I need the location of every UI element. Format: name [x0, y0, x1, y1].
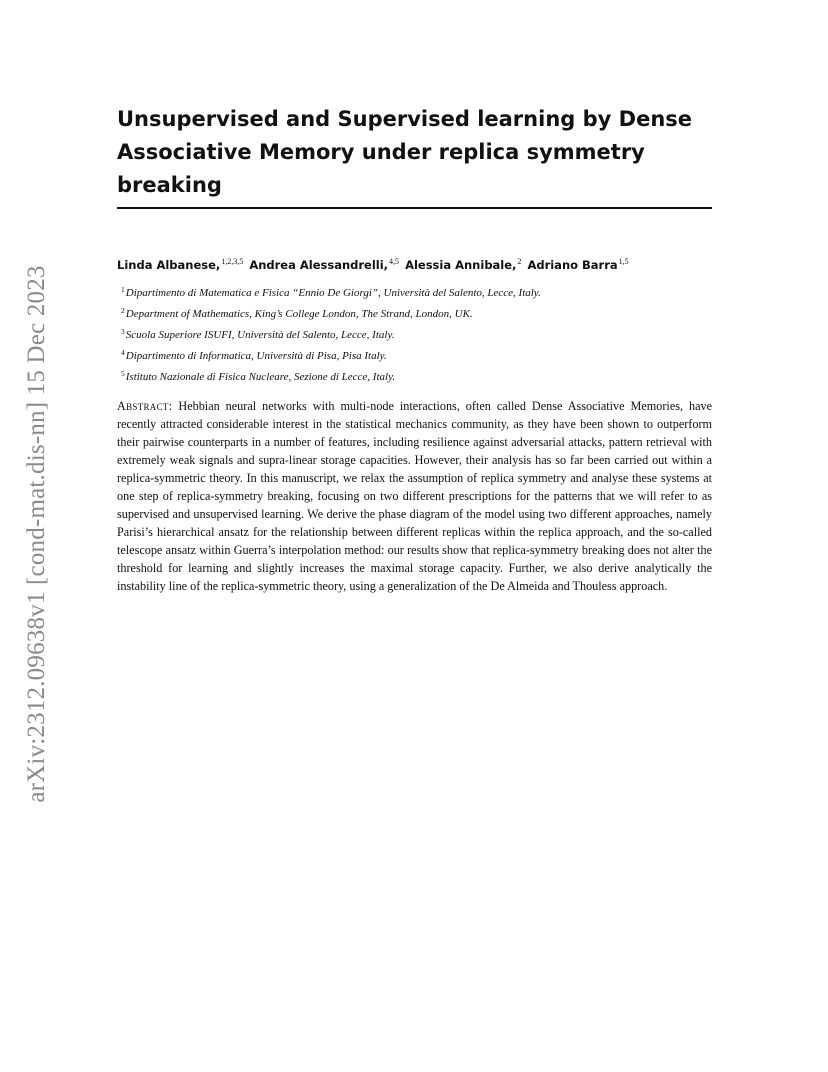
affiliation-number: 2	[121, 306, 125, 315]
paper-title-line-1: Unsupervised and Supervised learning by Dense	[117, 107, 693, 131]
affiliation-item	[121, 344, 541, 365]
affiliation-number: 3	[121, 327, 125, 336]
author-name: Linda Albanese,	[117, 258, 221, 272]
paper-title	[117, 103, 717, 202]
author-list	[117, 257, 629, 272]
affiliation-text: Department of Mathematics, King’s College London, The Strand, London, UK.	[125, 308, 473, 320]
title-divider	[117, 207, 712, 209]
affiliation-list	[121, 281, 541, 386]
affiliation-text: Istituto Nazionale di Fisica Nucleare, Sezione di Lecce, Italy.	[125, 371, 396, 383]
affiliation-item	[121, 302, 541, 323]
author-affiliation-marks: 1,2,3,5	[221, 257, 244, 266]
author-affiliation-marks: 2	[517, 257, 522, 266]
arxiv-identifier-stamp: arXiv:2312.09638v1 [cond-mat.dis-nn] 15 Dec 2023	[23, 265, 50, 803]
affiliation-number: 5	[121, 369, 125, 378]
affiliation-number: 4	[121, 348, 125, 357]
affiliation-text: Scuola Superiore ISUFI, Università del Salento, Lecce, Italy.	[125, 329, 395, 341]
affiliation-item	[121, 323, 541, 344]
affiliation-item	[121, 365, 541, 386]
author-name: Alessia Annibale,	[405, 258, 517, 272]
affiliation-text: Dipartimento di Matematica e Fisica “Ennio De Giorgi”, Università del Salento, Lecce, Italy.	[125, 287, 541, 299]
author-barra	[527, 258, 628, 272]
abstract-label: Abstract:	[117, 399, 173, 413]
author-albanese	[117, 258, 243, 272]
author-affiliation-marks: 4,5	[389, 257, 400, 266]
abstract	[117, 397, 712, 595]
affiliation-number: 1	[121, 285, 125, 294]
affiliation-text: Dipartimento di Informatica, Università di Pisa, Pisa Italy.	[125, 350, 387, 362]
paper-title-line-2: Associative Memory under replica symmetry breaking	[117, 140, 645, 197]
author-alessandrelli	[249, 258, 399, 272]
author-name: Andrea Alessandrelli,	[249, 258, 389, 272]
author-affiliation-marks: 1,5	[618, 257, 629, 266]
affiliation-item	[121, 281, 541, 302]
author-name: Adriano Barra	[527, 258, 618, 272]
abstract-text: Hebbian neural networks with multi-node interactions, often called Dense Associative Memories, have recently attracted considerable interest in the statistical mechanics community, as they have been shown to outperform their pairwise counterparts in a number of features, including resilience against adversarial attacks, pattern retrieval with extremely weak signals and supra-linear storage capacities. However, their analysis has so far been carried out within a replica-symmetric theory. In this manuscript, we relax the assumption of replica symmetry and analyse these systems at one step of replica-symmetry breaking, focusing on two different prescriptions for the patterns that we will refer to as supervised and unsupervised learning. We derive the phase diagram of the model using two different approaches, namely Parisi’s hierarchical ansatz for the relationship between different replicas within the replica approach, and the so-called telescope ansatz within Guerra’s interpolation method: our results show that replica-symmetry breaking does not alter the threshold for learning and slightly increases the maximal storage capacity. Further, we also derive analytically the instability line of the replica-symmetric theory, using a generalization of the De Almeida and Thouless approach.	[117, 399, 713, 593]
author-annibale	[405, 258, 521, 272]
